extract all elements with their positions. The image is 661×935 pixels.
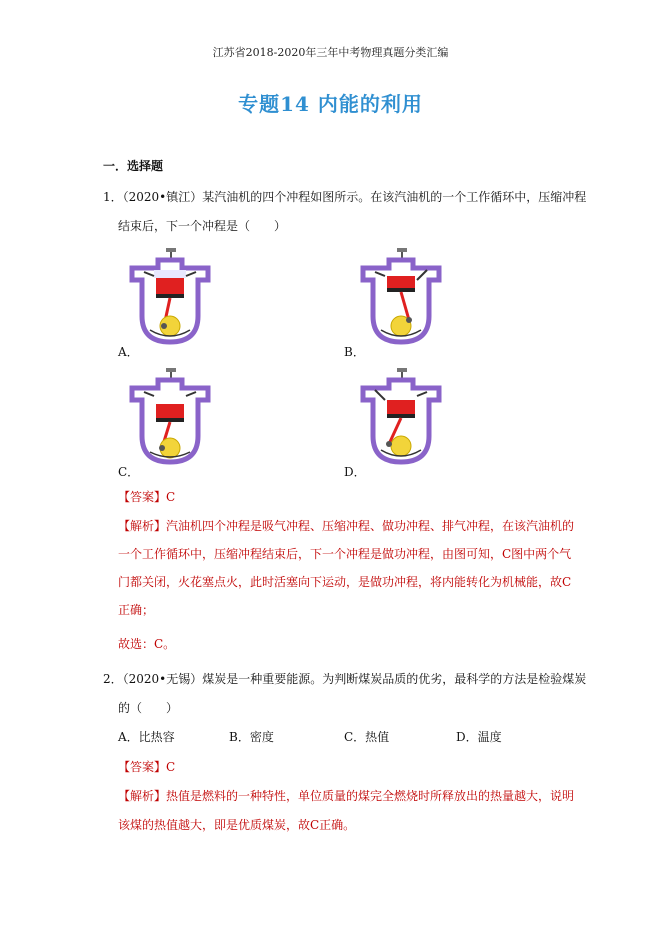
- q1-option-d: D．: [344, 465, 366, 479]
- q1-analysis-line1: 【解析】汽油机四个冲程是吸气冲程、压缩冲程、做功冲程、排气冲程，在该汽油机的: [118, 519, 575, 533]
- q1-option-c: C．: [118, 465, 140, 479]
- q2-option-c: C．热值: [344, 730, 390, 744]
- q2-analysis-line1: 【解析】热值是燃料的一种特性，单位质量的煤完全燃烧时所释放出的热量越大，说明: [118, 789, 575, 803]
- q1-stem-line2: 结束后，下一个冲程是（ ）: [118, 219, 287, 233]
- q1-select: 故选：C。: [118, 637, 176, 651]
- engine-diagram-a: [128, 246, 212, 350]
- engine-diagram-c: [128, 366, 212, 470]
- q2-stem-line2: 的（ ）: [118, 701, 179, 715]
- engine-diagram-d: [359, 366, 443, 470]
- q2-option-d: D．温度: [456, 730, 502, 744]
- q2-option-a: A．比热容: [118, 730, 175, 744]
- q1-option-b: B．: [344, 345, 365, 359]
- engine-diagram-b: [359, 246, 443, 350]
- q2-answer: 【答案】C: [118, 760, 176, 774]
- q1-analysis-line2: 一个工作循环中，压缩冲程结束后，下一个冲程是做功冲程，由图可知，C图中两个气: [118, 547, 572, 561]
- q1-analysis-line4: 正确；: [118, 603, 155, 617]
- page-title: 专题14 内能的利用: [238, 92, 423, 116]
- q1-option-a: A．: [118, 345, 139, 359]
- q2-stem-line1: 2．（2020•无锡）煤炭是一种重要能源。为判断煤炭品质的优劣，最科学的方法是检验煤炭: [103, 672, 587, 686]
- q2-option-b: B．密度: [229, 730, 274, 744]
- section-heading: 一．选择题: [103, 159, 164, 173]
- q1-stem-line1: 1．（2020•镇江）某汽油机的四个冲程如图所示。在该汽油机的一个工作循环中，压缩冲程: [103, 190, 587, 204]
- q2-analysis-line2: 该煤的热值越大，即是优质煤炭，故C正确。: [118, 818, 356, 832]
- document-header: 江苏省2018-2020年三年中考物理真题分类汇编: [212, 46, 449, 59]
- q1-answer: 【答案】C: [118, 490, 176, 504]
- q1-analysis-line3: 门都关闭，火花塞点火，此时活塞向下运动，是做功冲程，将内能转化为机械能，故C: [118, 575, 572, 589]
